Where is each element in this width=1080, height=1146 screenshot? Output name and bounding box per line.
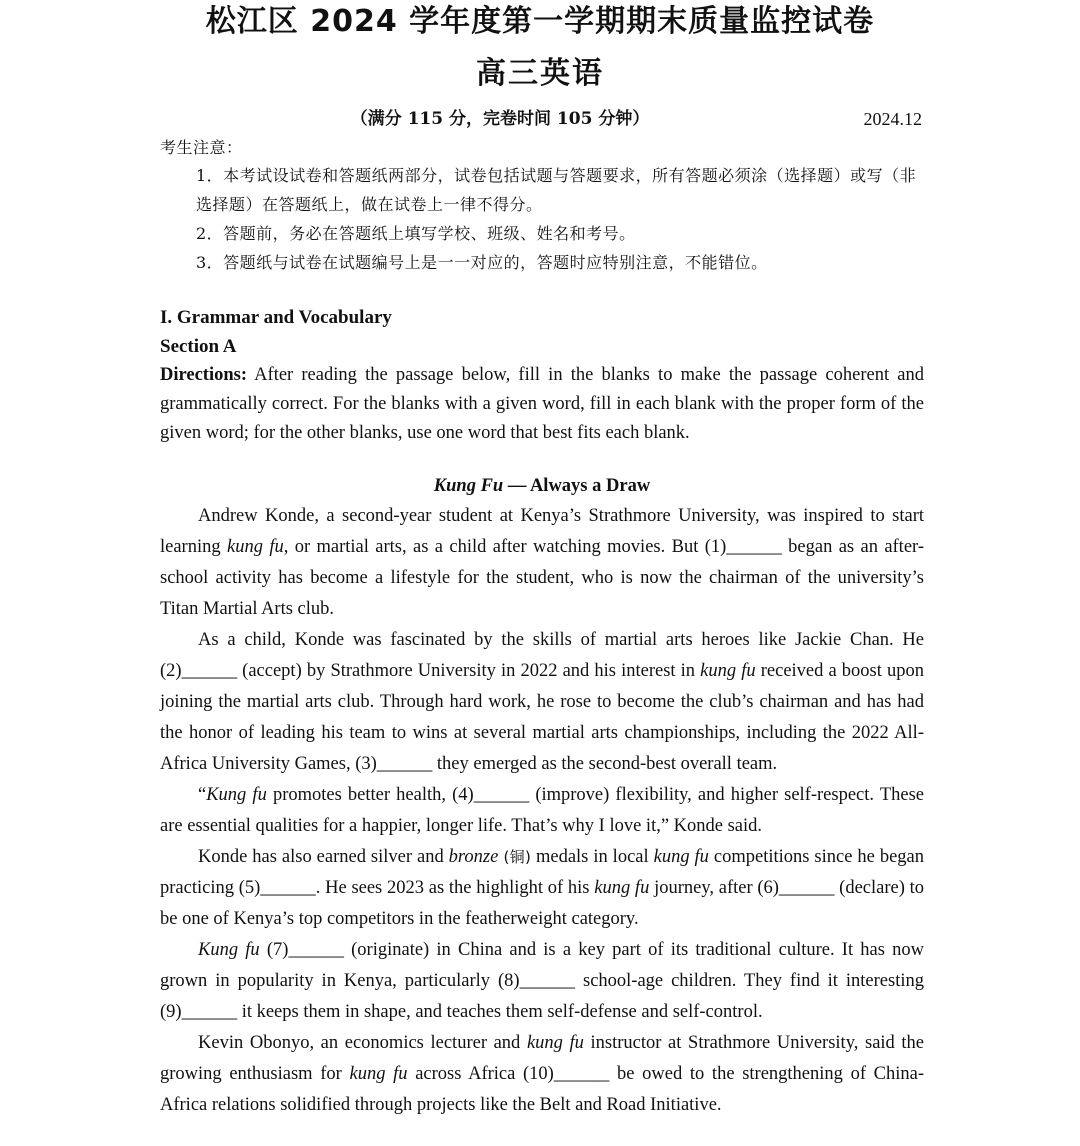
p6-kungfu-1: kung fu [526,1033,584,1053]
p6-kungfu-2: kung fu [349,1064,408,1084]
p4-gloss: (铜) [498,848,536,866]
p3-text-a: “ [198,785,207,805]
p3-text-b: promotes better health, (4)______ (improve) flexibility, and higher self-respect. These are essential qualities for a happier, longer life. That’s why I love it,” Konde said. [160,785,924,836]
passage-title-rest: — Always a Draw [503,476,651,496]
notice-item-2 [160,219,922,248]
part-heading: I. Grammar and Vocabulary [160,307,392,328]
notice-title: 考生注意： [160,138,243,157]
directions-label: Directions: [160,365,247,385]
section-heading: Section A [160,336,237,357]
p3-kungfu: Kung fu [206,785,267,805]
p5-kungfu: Kung fu [198,940,260,960]
p4-text-d: journey, after (6)______ (declare) to be one of Kenya’s top competitors in the featherweight category. [160,878,925,929]
paragraph-6 [160,1028,924,1121]
passage-body [160,501,924,1121]
p4-text-b: medals in local [535,847,654,867]
p6-text-c: across Africa (10)______ be owed to the strengthening of China-Africa relations solidified through projects like the Belt and Road Initiative. [160,1064,925,1115]
p2-text-b: received a boost upon joining the martial arts club. Through hard work, he rose to become the club’s chairman and has had the honor of leading his team to wins at several martial arts championships, including the 2022 All-Africa University Games, (3)______ they emerged as the second-best overall team. [160,661,925,774]
directions-text: After reading the passage below, fill in the blanks to make the passage coherent and grammatically correct. For the blanks with a given word, fill in each blank with the proper form of the given word; for the other blanks, use one word that best fits each blank. [160,365,924,443]
passage-title-italic: Kung Fu [433,476,504,496]
p4-kungfu-2: kung fu [594,878,650,898]
exam-date: 2024.12 [863,109,922,129]
notice-item-3-text: 3．答题纸与试卷在试题编号上是一一对应的，答题时应特别注意，不能错位。 [196,253,768,272]
paragraph-3 [160,780,924,842]
p6-text-b: instructor at Strathmore University, said the growing enthusiasm for [160,1033,925,1084]
p2-text-a: As a child, Konde was fascinated by the skills of martial arts heroes like Jackie Chan. He (2)______ (accept) by Strathmore University in 2022 and his interest in [160,630,924,681]
p2-kungfu: kung fu [700,661,756,681]
passage-title [160,472,924,501]
p6-text-a: Kevin Obonyo, an economics lecturer and [198,1033,527,1053]
paragraph-5 [160,935,924,1028]
exam-info: （满分 115 分，完卷时间 105 分钟） [350,109,650,129]
p4-kungfu-1: kung fu [653,847,709,867]
notice-item-2-text: 2．答题前，务必在答题纸上填写学校、班级、姓名和考号。 [196,224,636,243]
exam-subject: 高三英语 [476,56,604,91]
p4-text-c: competitions since he began practicing (5)______. He sees 2023 as the highlight of his [160,847,925,898]
p4-bronze: bronze [448,847,499,867]
paragraph-1 [160,501,924,625]
paragraph-4 [160,842,924,935]
paragraph-2 [160,625,924,780]
p1-text-b: , or martial arts, as a child after watching movies. But (1)______ began as an after-school activity has become a lifestyle for the student, who is now the chairman of the university’s Titan Martial Arts club. [160,537,924,619]
exam-meta [160,104,922,134]
p1-text-a: Andrew Konde, a second-year student at Kenya’s Strathmore University, was inspired to start learning [160,506,924,557]
exam-title: 松江区 2024 学年度第一学期期末质量监控试卷 [205,4,875,39]
notice-item-1-text: 1．本考试设试卷和答题纸两部分，试卷包括试题与答题要求，所有答题必须涂（选择题）或写（非选择题）在答题纸上，做在试卷上一律不得分。 [196,166,917,214]
directions [160,361,924,448]
p4-text-a: Konde has also earned silver and [198,847,449,867]
notice-item-3 [160,248,922,277]
notice-item-1 [160,161,922,219]
p5-text-a: (7)______ (originate) in China and is a key part of its traditional culture. It has now grown in popularity in Kenya, particularly (8)______ school-age children. They find it interesting (9)______ it keeps them in shape, and teaches them self-defense and self-control. [160,940,924,1022]
p1-kungfu: kung fu [227,537,284,557]
